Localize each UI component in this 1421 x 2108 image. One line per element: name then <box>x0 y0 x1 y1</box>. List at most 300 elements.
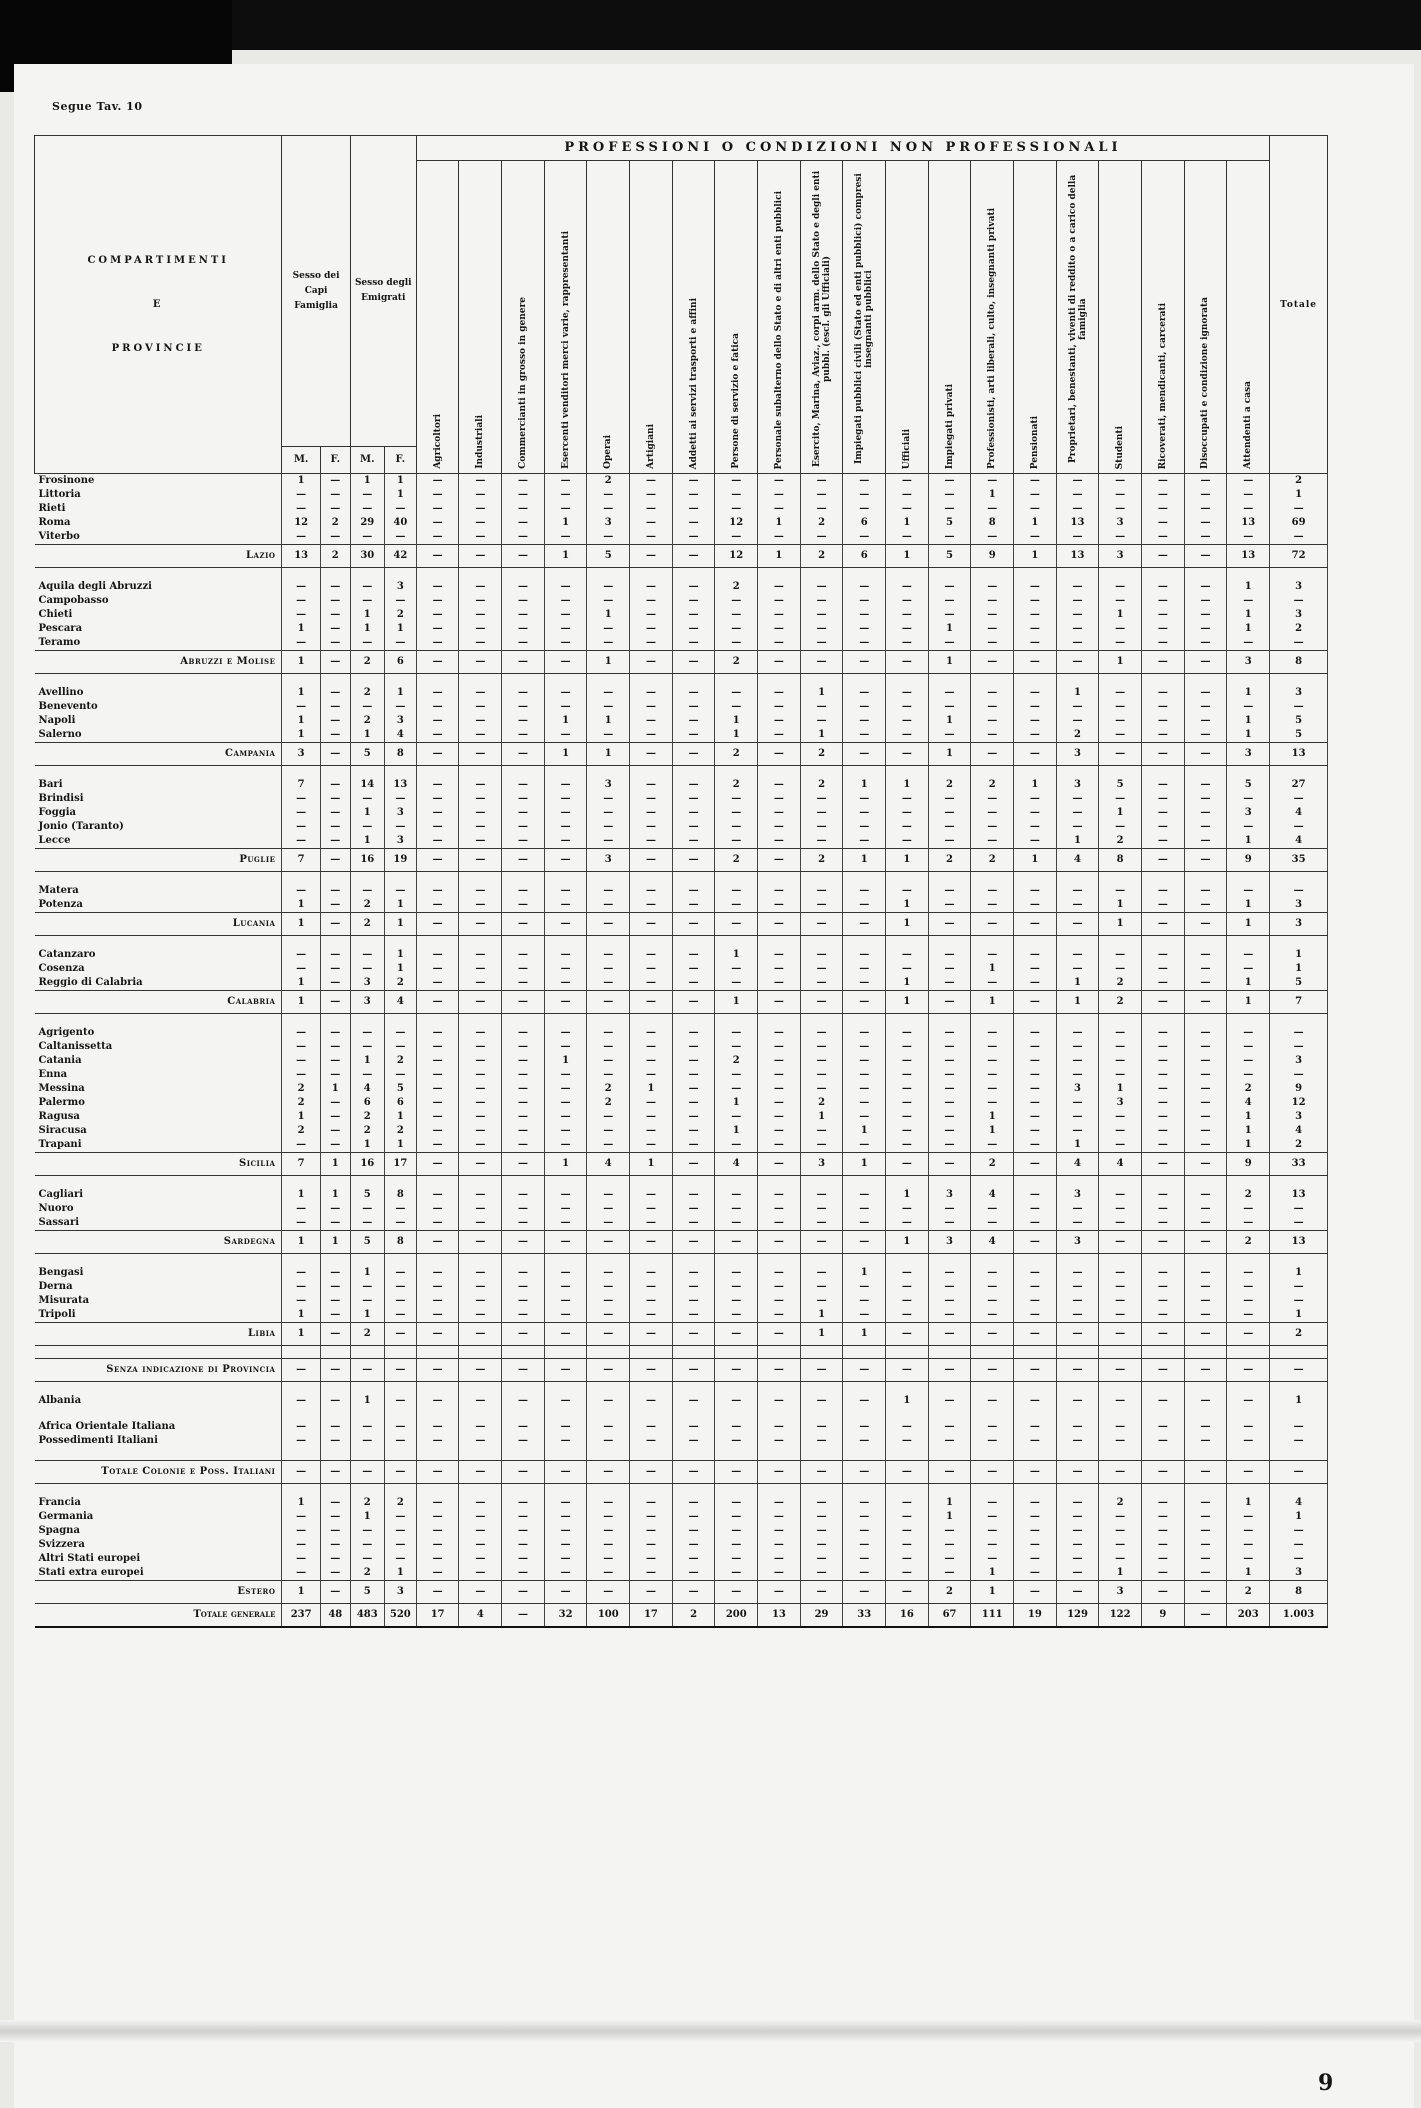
value-cell: — <box>1014 1110 1057 1124</box>
spacer-cell <box>282 872 320 885</box>
row-label: Germania <box>35 1510 282 1524</box>
value-cell: — <box>1141 1040 1184 1054</box>
value-cell: — <box>843 1138 886 1153</box>
value-cell: — <box>1099 1026 1142 1040</box>
value-cell: 2 <box>1227 1231 1270 1254</box>
value-cell: — <box>800 1294 843 1308</box>
value-cell: 4 <box>1227 1096 1270 1110</box>
value-cell: — <box>502 1026 545 1040</box>
value-cell: — <box>1014 714 1057 728</box>
row-total-cell: 3 <box>1270 913 1328 936</box>
value-cell: — <box>715 976 758 991</box>
value-cell: 2 <box>1227 1188 1270 1202</box>
spacer-cell <box>758 766 801 779</box>
spacer-cell <box>1056 872 1099 885</box>
value-cell: — <box>282 1054 320 1068</box>
value-cell: — <box>758 948 801 962</box>
spacer-cell <box>672 872 715 885</box>
value-cell: — <box>544 898 587 913</box>
value-cell: — <box>282 580 320 594</box>
value-cell: — <box>416 820 459 834</box>
row-total-cell: 2 <box>1270 622 1328 636</box>
value-cell: 2 <box>928 849 971 872</box>
value-cell: 9 <box>1141 1604 1184 1628</box>
value-cell: — <box>630 636 673 651</box>
value-cell: — <box>320 1096 350 1110</box>
value-cell: 2 <box>1099 1496 1142 1510</box>
value-cell: — <box>384 1323 416 1346</box>
value-cell: — <box>800 1538 843 1552</box>
value-cell: — <box>672 1434 715 1448</box>
value-cell: — <box>630 1420 673 1434</box>
spacer-cell <box>971 1254 1014 1267</box>
value-cell: — <box>502 1202 545 1216</box>
value-cell: — <box>320 743 350 766</box>
value-cell: — <box>800 976 843 991</box>
profession-header <box>715 161 758 474</box>
spacer-cell <box>320 674 350 687</box>
value-cell: — <box>843 1496 886 1510</box>
row-label: Possedimenti Italiani <box>35 1434 282 1448</box>
value-cell: — <box>384 1068 416 1082</box>
value-cell: — <box>282 1280 320 1294</box>
value-cell: — <box>282 1294 320 1308</box>
value-cell: — <box>1227 1524 1270 1538</box>
row-total-cell: 2 <box>1270 1323 1328 1346</box>
value-cell: 2 <box>1227 1581 1270 1604</box>
spacer-cell <box>1270 872 1328 885</box>
value-cell: — <box>320 1054 350 1068</box>
value-cell: — <box>416 530 459 545</box>
value-cell: — <box>416 1026 459 1040</box>
value-cell: 1 <box>282 686 320 700</box>
value-cell: — <box>282 1040 320 1054</box>
value-cell: — <box>715 1524 758 1538</box>
value-cell: — <box>1141 594 1184 608</box>
value-cell: — <box>1056 1110 1099 1124</box>
value-cell: — <box>1056 636 1099 651</box>
value-cell: — <box>758 778 801 792</box>
value-cell: 13 <box>1056 516 1099 530</box>
value-cell: 13 <box>384 778 416 792</box>
value-cell: — <box>587 1581 630 1604</box>
value-cell: — <box>459 1434 502 1448</box>
value-cell: — <box>800 820 843 834</box>
value-cell: — <box>800 1552 843 1566</box>
spacer-cell <box>282 1176 320 1189</box>
value-cell: — <box>1099 962 1142 976</box>
value-cell: — <box>886 1096 929 1110</box>
province-row <box>35 580 1328 594</box>
value-cell: — <box>758 530 801 545</box>
value-cell: — <box>459 700 502 714</box>
spacer-cell <box>459 568 502 581</box>
value-cell: 67 <box>928 1604 971 1628</box>
value-cell: — <box>502 1216 545 1231</box>
value-cell: 1 <box>886 545 929 568</box>
value-cell: 1 <box>282 728 320 743</box>
profession-header <box>1099 161 1142 474</box>
spacer-cell <box>416 1014 459 1027</box>
spacer-cell <box>587 1176 630 1189</box>
value-cell: — <box>459 913 502 936</box>
value-cell: 1 <box>350 474 384 489</box>
profession-header <box>928 161 971 474</box>
value-cell: 1 <box>544 1153 587 1176</box>
value-cell: — <box>971 743 1014 766</box>
value-cell: — <box>1184 516 1227 530</box>
value-cell: — <box>715 1040 758 1054</box>
value-cell: 4 <box>715 1153 758 1176</box>
spacer-cell <box>672 1176 715 1189</box>
value-cell: — <box>843 1524 886 1538</box>
spacer-cell <box>544 1014 587 1027</box>
spacer-cell <box>843 1382 886 1395</box>
value-cell: — <box>1014 594 1057 608</box>
row-label: Matera <box>35 884 282 898</box>
value-cell: — <box>758 913 801 936</box>
value-cell: 122 <box>1099 1604 1142 1628</box>
value-cell: — <box>630 792 673 806</box>
spacer-cell <box>1099 1408 1142 1420</box>
value-cell: — <box>282 1461 320 1484</box>
value-cell: — <box>630 1266 673 1280</box>
value-cell: — <box>502 1308 545 1323</box>
value-cell: — <box>320 580 350 594</box>
value-cell: — <box>1227 792 1270 806</box>
value-cell: — <box>544 1496 587 1510</box>
value-cell: — <box>587 1202 630 1216</box>
row-label: Svizzera <box>35 1538 282 1552</box>
spacer-cell <box>384 936 416 949</box>
spacer-cell <box>1184 872 1227 885</box>
value-cell: — <box>544 778 587 792</box>
spacer-cell <box>800 674 843 687</box>
value-cell: — <box>758 991 801 1014</box>
row-total-cell: — <box>1270 636 1328 651</box>
value-cell: — <box>502 1096 545 1110</box>
value-cell: — <box>800 1581 843 1604</box>
value-cell: — <box>282 530 320 545</box>
spacer-cell <box>544 1254 587 1267</box>
value-cell: — <box>1014 1068 1057 1082</box>
value-cell: 4 <box>971 1231 1014 1254</box>
value-cell: — <box>459 1420 502 1434</box>
value-cell: — <box>1056 1359 1099 1382</box>
value-cell: — <box>928 1359 971 1382</box>
page-number: 9 <box>1318 2070 1334 2096</box>
spacer-cell <box>587 1484 630 1497</box>
value-cell: — <box>587 700 630 714</box>
value-cell: — <box>1141 530 1184 545</box>
value-cell: 3 <box>587 778 630 792</box>
spacer-row <box>35 1346 1328 1359</box>
value-cell: — <box>758 1420 801 1434</box>
value-cell: — <box>544 1280 587 1294</box>
value-cell: — <box>843 1420 886 1434</box>
value-cell: — <box>758 1188 801 1202</box>
value-cell: — <box>758 806 801 820</box>
spacer-cell <box>320 1382 350 1395</box>
row-total-cell: — <box>1270 820 1328 834</box>
value-cell: — <box>502 594 545 608</box>
value-cell: — <box>928 991 971 1014</box>
value-cell: 1 <box>843 778 886 792</box>
value-cell: — <box>672 976 715 991</box>
value-cell: — <box>502 948 545 962</box>
value-cell: — <box>1184 1153 1227 1176</box>
value-cell: — <box>384 1266 416 1280</box>
value-cell: 1 <box>1014 849 1057 872</box>
value-cell: — <box>758 1434 801 1448</box>
value-cell: — <box>886 1026 929 1040</box>
value-cell: — <box>502 686 545 700</box>
spacer-cell <box>1270 1448 1328 1461</box>
row-label: Pescara <box>35 622 282 636</box>
value-cell: — <box>928 1394 971 1408</box>
spacer-cell <box>587 568 630 581</box>
value-cell: — <box>1014 474 1057 489</box>
sex-subheader: M. <box>282 447 320 474</box>
value-cell: — <box>800 622 843 636</box>
value-cell: — <box>800 834 843 849</box>
value-cell: — <box>1184 1552 1227 1566</box>
value-cell: — <box>1184 849 1227 872</box>
value-cell: — <box>1227 948 1270 962</box>
value-cell: 1 <box>758 516 801 530</box>
value-cell: — <box>1227 1068 1270 1082</box>
value-cell: — <box>320 728 350 743</box>
spacer-cell <box>587 1014 630 1027</box>
value-cell: — <box>282 594 320 608</box>
spacer-cell <box>502 674 545 687</box>
spacer-cell <box>384 1448 416 1461</box>
province-row <box>35 1308 1328 1323</box>
value-cell: — <box>758 502 801 516</box>
province-row <box>35 488 1328 502</box>
value-cell: — <box>1099 636 1142 651</box>
value-cell: 32 <box>544 1604 587 1628</box>
value-cell: — <box>843 488 886 502</box>
value-cell: — <box>1184 1359 1227 1382</box>
value-cell: — <box>630 622 673 636</box>
value-cell: — <box>544 1138 587 1153</box>
value-cell: — <box>1141 1026 1184 1040</box>
value-cell: — <box>320 1266 350 1280</box>
value-cell: — <box>928 594 971 608</box>
value-cell: — <box>1141 502 1184 516</box>
value-cell: — <box>672 580 715 594</box>
value-cell: — <box>1141 1266 1184 1280</box>
value-cell: 8 <box>384 1231 416 1254</box>
province-row <box>35 474 1328 489</box>
value-cell: 2 <box>350 1496 384 1510</box>
value-cell: — <box>1014 1138 1057 1153</box>
value-cell: — <box>544 608 587 622</box>
value-cell: 1 <box>1227 976 1270 991</box>
spacer-cell <box>971 872 1014 885</box>
subtotal-row <box>35 1231 1328 1254</box>
value-cell: — <box>320 488 350 502</box>
value-cell: 1 <box>886 778 929 792</box>
value-cell: — <box>502 728 545 743</box>
value-cell: — <box>715 1461 758 1484</box>
value-cell: — <box>350 580 384 594</box>
value-cell: — <box>672 714 715 728</box>
value-cell: — <box>886 806 929 820</box>
value-cell: — <box>587 1434 630 1448</box>
value-cell: — <box>587 636 630 651</box>
value-cell: — <box>886 1082 929 1096</box>
value-cell: — <box>1227 1054 1270 1068</box>
value-cell: 12 <box>715 516 758 530</box>
value-cell: — <box>971 1496 1014 1510</box>
value-cell: — <box>715 1359 758 1382</box>
value-cell: — <box>1141 686 1184 700</box>
value-cell: — <box>1227 820 1270 834</box>
spacer-cell <box>1227 1176 1270 1189</box>
professions-super-header: PROFESSIONI O CONDIZIONI NON PROFESSIONALI <box>416 136 1269 161</box>
row-total-cell: 1 <box>1270 948 1328 962</box>
value-cell: — <box>384 1552 416 1566</box>
value-cell: 483 <box>350 1604 384 1628</box>
profession-header-label: Artigiani <box>645 424 656 469</box>
value-cell: — <box>971 622 1014 636</box>
value-cell: — <box>1014 580 1057 594</box>
value-cell: — <box>1227 1040 1270 1054</box>
spacer-cell <box>1227 568 1270 581</box>
spacer-cell <box>587 1408 630 1420</box>
profession-header <box>758 161 801 474</box>
value-cell: 1 <box>971 1124 1014 1138</box>
value-cell: — <box>502 1082 545 1096</box>
value-cell: — <box>971 474 1014 489</box>
value-cell: — <box>459 1394 502 1408</box>
row-total-cell: 3 <box>1270 898 1328 913</box>
value-cell: — <box>630 913 673 936</box>
spacer-cell <box>1056 936 1099 949</box>
value-cell: — <box>1184 1040 1227 1054</box>
value-cell: — <box>416 1323 459 1346</box>
value-cell: — <box>1141 1082 1184 1096</box>
subtotal-row <box>35 1461 1328 1484</box>
spacer-cell <box>1141 872 1184 885</box>
profession-header-label: Addetti ai servizi trasporti e affini <box>688 297 699 469</box>
value-cell: — <box>544 1552 587 1566</box>
value-cell: — <box>1227 1552 1270 1566</box>
profession-header <box>800 161 843 474</box>
value-cell: — <box>1056 1566 1099 1581</box>
spacer-cell <box>928 1382 971 1395</box>
value-cell: — <box>320 834 350 849</box>
value-cell: — <box>416 1359 459 1382</box>
value-cell: — <box>1141 516 1184 530</box>
spacer-cell <box>758 674 801 687</box>
value-cell: — <box>587 728 630 743</box>
value-cell: — <box>587 686 630 700</box>
profession-header-label: Impiegati pubblici civili (Stato ed enti pubblici) compresi insegnanti pubblici <box>854 173 875 465</box>
value-cell: — <box>971 976 1014 991</box>
value-cell: — <box>1099 1110 1142 1124</box>
value-cell: — <box>384 1420 416 1434</box>
value-cell: — <box>715 1138 758 1153</box>
value-cell: — <box>886 1216 929 1231</box>
value-cell: — <box>282 1359 320 1382</box>
value-cell: — <box>630 686 673 700</box>
value-cell: — <box>715 913 758 936</box>
value-cell: — <box>502 1394 545 1408</box>
value-cell: — <box>459 1538 502 1552</box>
value-cell: — <box>928 1082 971 1096</box>
value-cell: — <box>320 714 350 728</box>
spacer-cell <box>350 872 384 885</box>
value-cell: — <box>1014 1294 1057 1308</box>
continuation-label: Segue Tav. 10 <box>52 100 143 113</box>
value-cell: — <box>350 1280 384 1294</box>
value-cell: 2 <box>320 516 350 530</box>
value-cell: 16 <box>350 1153 384 1176</box>
value-cell: — <box>282 1266 320 1280</box>
value-cell: — <box>502 1280 545 1294</box>
value-cell: — <box>758 1216 801 1231</box>
spacer-cell <box>1270 1408 1328 1420</box>
value-cell: — <box>715 1581 758 1604</box>
value-cell: — <box>459 686 502 700</box>
value-cell: 3 <box>1227 651 1270 674</box>
spacer-cell <box>1184 936 1227 949</box>
value-cell: — <box>459 991 502 1014</box>
spacer-cell <box>282 1484 320 1497</box>
value-cell: 8 <box>971 516 1014 530</box>
subtotal-row <box>35 913 1328 936</box>
row-total-cell: 5 <box>1270 714 1328 728</box>
value-cell: — <box>1099 743 1142 766</box>
spacer-cell <box>1227 1382 1270 1395</box>
value-cell: — <box>416 834 459 849</box>
value-cell: — <box>544 806 587 820</box>
value-cell: — <box>1099 1040 1142 1054</box>
spacer-cell <box>800 568 843 581</box>
value-cell: — <box>282 608 320 622</box>
spacer-cell <box>886 1484 929 1497</box>
value-cell: — <box>1014 686 1057 700</box>
value-cell: 2 <box>800 1096 843 1110</box>
value-cell: — <box>1141 1566 1184 1581</box>
value-cell: — <box>1056 1510 1099 1524</box>
value-cell: — <box>672 1420 715 1434</box>
value-cell: — <box>1099 700 1142 714</box>
value-cell: — <box>459 1323 502 1346</box>
province-row <box>35 884 1328 898</box>
value-cell: — <box>1184 743 1227 766</box>
spacer-cell <box>1056 1254 1099 1267</box>
value-cell: — <box>1227 1323 1270 1346</box>
value-cell: 1 <box>282 898 320 913</box>
value-cell: — <box>758 1231 801 1254</box>
value-cell: — <box>544 686 587 700</box>
value-cell: — <box>502 1068 545 1082</box>
spacer-cell <box>502 766 545 779</box>
value-cell: — <box>1099 502 1142 516</box>
row-label: Trapani <box>35 1138 282 1153</box>
value-cell: 3 <box>350 991 384 1014</box>
value-cell: — <box>416 806 459 820</box>
value-cell: — <box>1141 1434 1184 1448</box>
profession-header-label: Persone di servizio e fatica <box>731 333 742 469</box>
spacer-cell <box>587 674 630 687</box>
value-cell: — <box>320 948 350 962</box>
value-cell: — <box>459 976 502 991</box>
